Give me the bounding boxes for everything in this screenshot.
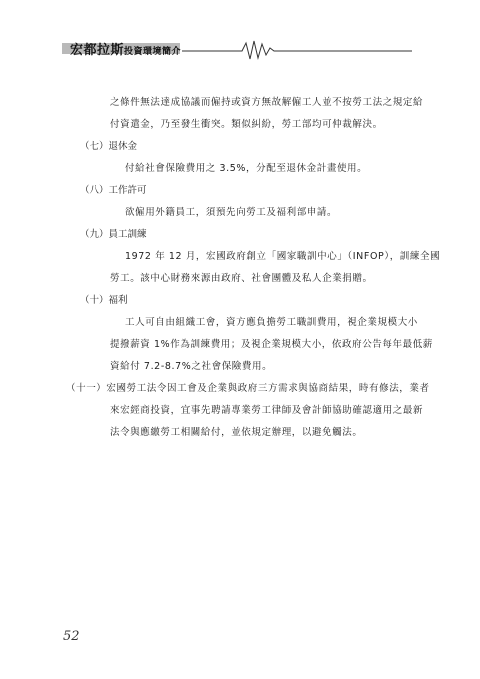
text-line: 付資遣金，乃至發生衝突。類似糾紛，勞工部均可仲裁解決。 [110,119,383,130]
text-line: 法令與應繳勞工相關給付，並依規定辦理，以避免觸法。 [110,427,363,438]
text-line: 資給付 7.2-8.7%之社會保險費用。 [110,361,273,372]
header-pulse-rule [182,38,412,62]
page-number: 52 [63,629,80,644]
text-line: 提撥薪資 1%作為訓練費用；及視企業規模大小，依政府公告每年最低薪 [110,339,433,350]
section-heading: （九）員工訓練 [80,229,147,240]
text-line: 欲僱用外籍員工，須預先向勞工及福利部申請。 [125,207,338,218]
section-heading: （七）退休金 [80,141,138,152]
running-header-title [70,39,181,58]
text-line: （十一）宏國勞工法令因工會及企業與政府三方需求與協商結果，時有修法，業者 [66,383,430,394]
section-heading: （八）工作許可 [80,185,147,196]
text-line: 工人可自由組織工會，資方應負擔勞工職訓費用，視企業規模大小 [125,317,418,328]
text-line: 付給社會保險費用之 3.5%，分配至退休金計畫使用。 [125,163,368,174]
header-title-sub: 投資環境簡介 [124,47,182,57]
header-title-main: 宏都拉斯 [70,43,125,58]
text-line: 1972 年 12 月，宏國政府創立「國家職訓中心」（INFOP），訓練全國 [125,251,441,262]
text-line: 之條件無法達成協議而僱持或資方無故解僱工人並不按勞工法之規定給 [110,97,424,108]
section-heading: （十）福利 [80,295,128,306]
text-line: 來宏經商投資，宜事先聘請專業勞工律師及會計師協助確認適用之最新 [110,405,424,416]
text-line: 勞工。該中心財務來源由政府、社會團體及私人企業捐贈。 [110,273,373,284]
